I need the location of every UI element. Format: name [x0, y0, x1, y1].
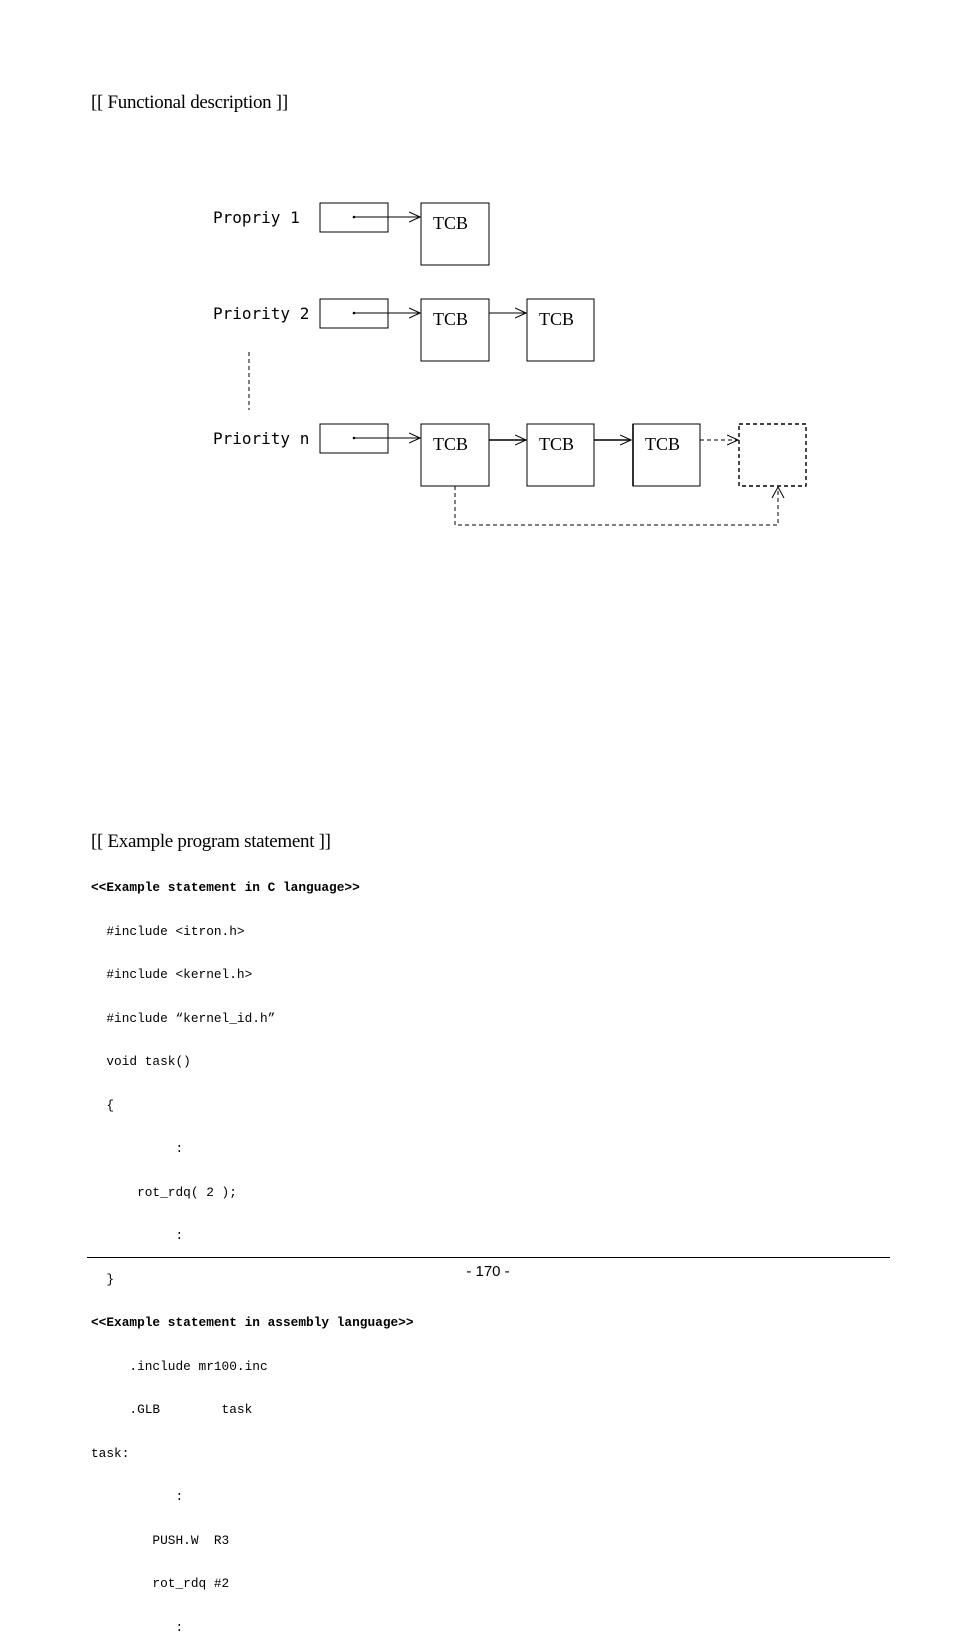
tcb-label: TCB: [645, 434, 681, 454]
section-heading-functional-description: [[ Functional description ]]: [91, 92, 288, 113]
ready-queue-diagram: [0, 0, 954, 600]
code-line: PUSH.W R3: [91, 1532, 230, 1548]
footer-divider: [87, 1257, 890, 1258]
code-line: :: [91, 1228, 184, 1243]
code-line: #include <itron.h>: [91, 923, 245, 939]
example-code-block: [91, 852, 414, 1650]
priority-label-2: Priority 2: [213, 304, 310, 323]
tcb-label: TCB: [433, 309, 469, 329]
code-line: :: [91, 1141, 184, 1156]
code-line: .GLB task: [91, 1402, 253, 1417]
asm-example-header: <<Example statement in assembly language>>: [91, 1315, 414, 1330]
code-line: .include mr100.inc: [91, 1358, 268, 1374]
code-line: }: [91, 1271, 115, 1287]
tcb-label: TCB: [539, 434, 575, 454]
code-line: #include <kernel.h>: [91, 967, 253, 982]
new-position-dashed-box: [739, 424, 806, 486]
tcb-label: TCB: [433, 213, 469, 233]
rotation-dashed-arrow: [455, 486, 778, 525]
code-line: :: [91, 1489, 184, 1504]
c-example-header: <<Example statement in C language>>: [91, 880, 360, 895]
code-line: task:: [91, 1445, 130, 1461]
code-line: :: [91, 1619, 184, 1635]
tcb-label: TCB: [433, 434, 469, 454]
code-line: #include “kernel_id.h”: [91, 1010, 276, 1026]
priority-label-1: Propriy 1: [213, 208, 300, 227]
tcb-label: TCB: [539, 309, 575, 329]
priority-label-n: Priority n: [213, 429, 310, 448]
section-heading-example-program: [[ Example program statement ]]: [91, 831, 331, 852]
code-line: {: [91, 1097, 115, 1113]
code-line: rot_rdq #2: [91, 1576, 230, 1591]
code-line: void task(): [91, 1054, 191, 1069]
page-number: - 170 -: [466, 1263, 510, 1280]
code-line: rot_rdq( 2 );: [91, 1184, 237, 1200]
